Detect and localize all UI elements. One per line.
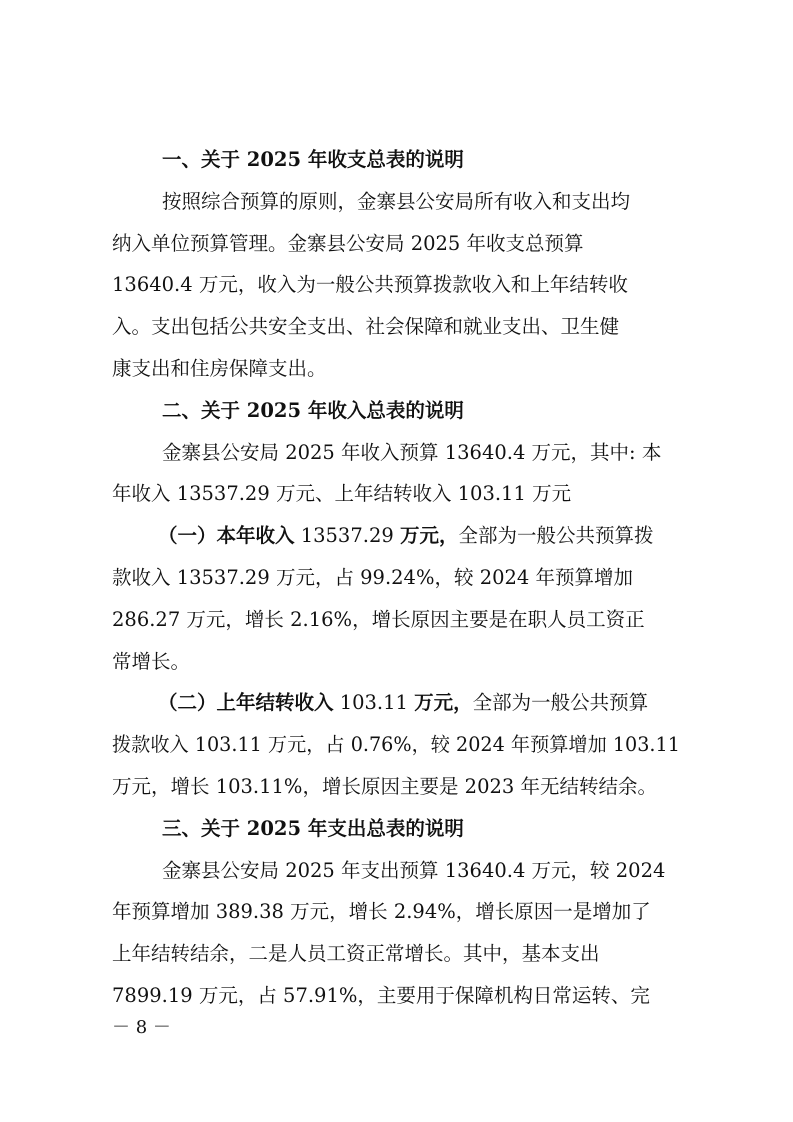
body-line: 年收入 13537.29 万元、上年结转收入 103.11 万元 <box>112 482 572 505</box>
item1-lead: （一）本年收入 <box>158 524 295 547</box>
item1-amount: 13537.29 <box>294 524 400 547</box>
page-number: － 8 － <box>112 1017 171 1038</box>
body-line: 上年结转结余，二是人员工资正常增长。其中，基本支出 <box>112 942 600 965</box>
body-line: 金寨县公安局 2025 年支出预算 13640.4 万元，较 2024 <box>162 859 666 882</box>
body-line: 286.27 万元，增长 2.16%，增长原因主要是在职人员工资正 <box>112 608 645 631</box>
body-line: 7899.19 万元，占 57.91%，主要用于保障机构日常运转、完 <box>112 984 650 1007</box>
item2-amount-unit: 万元， <box>414 691 473 714</box>
item2-first-line <box>158 691 648 715</box>
item1-first-line <box>158 524 654 548</box>
body-line: 万元，增长 103.11%，增长原因主要是 2023 年无结转结余。 <box>112 775 657 798</box>
section1-heading: 一、关于 2025 年收支总表的说明 <box>162 148 464 171</box>
body-line: 康支出和住房保障支出。 <box>112 357 327 380</box>
item2-amount: 103.11 <box>333 691 415 714</box>
body-line: 年预算增加 389.38 万元，增长 2.94%，增长原因一是增加了 <box>112 900 651 923</box>
body-line: 拨款收入 103.11 万元，占 0.76%，较 2024 年预算增加 103.11 <box>112 733 680 756</box>
item1-amount-unit: 万元， <box>399 524 459 547</box>
body-line: 13640.4 万元，收入为一般公共预算拨款收入和上年结转收 <box>112 273 628 296</box>
body-line: 金寨县公安局 2025 年收入预算 13640.4 万元，其中: 本 <box>162 441 662 464</box>
section3-heading: 三、关于 2025 年支出总表的说明 <box>162 817 464 840</box>
body-line: 纳入单位预算管理。金寨县公安局 2025 年收支总预算 <box>112 232 584 255</box>
section2-heading: 二、关于 2025 年收入总表的说明 <box>162 399 464 422</box>
body-line: 入。支出包括公共安全支出、社会保障和就业支出、卫生健 <box>112 315 620 338</box>
item2-text: 全部为一般公共预算 <box>472 691 649 714</box>
item1-text: 全部为一般公共预算拨 <box>458 524 654 547</box>
body-line: 按照综合预算的原则，金寨县公安局所有收入和支出均 <box>162 190 631 213</box>
item2-lead: （二）上年结转收入 <box>158 691 334 714</box>
body-line: 常增长。 <box>112 650 191 673</box>
body-line: 款收入 13537.29 万元，占 99.24%，较 2024 年预算增加 <box>112 566 634 589</box>
